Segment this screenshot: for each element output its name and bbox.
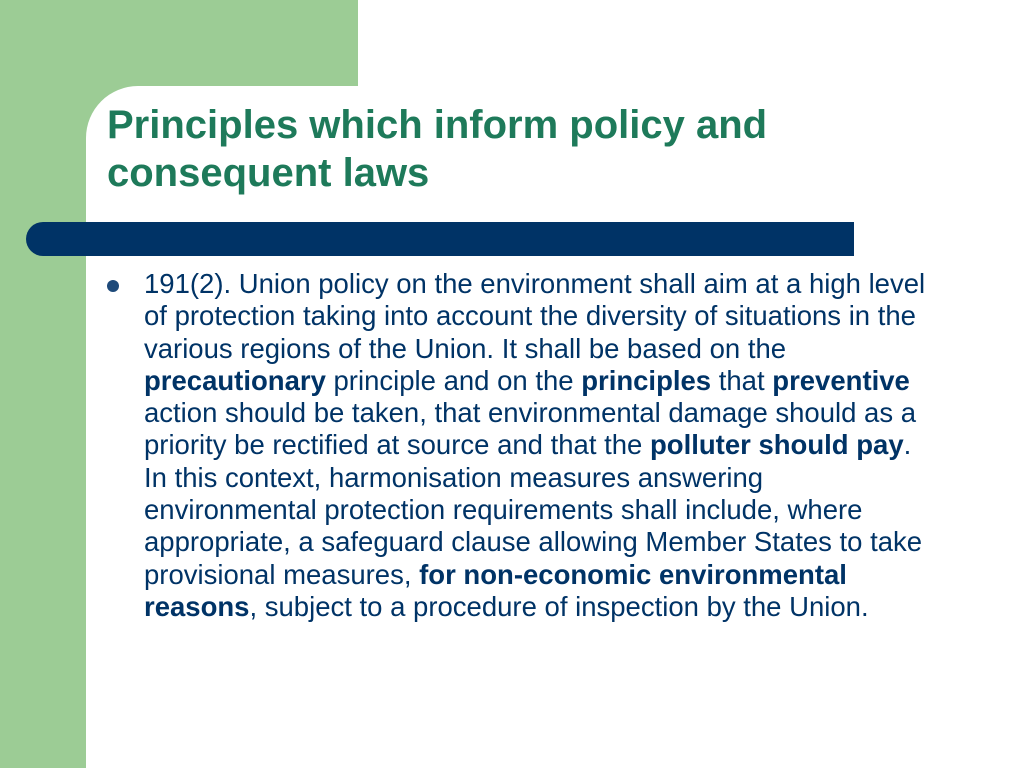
bold-term-precautionary: precautionary — [144, 364, 326, 396]
bullet-text-segment: 191(2). Union policy on the environment shall aim at a high level of protection taking into account the diversity of situations in the various regions of the Union. It shall be based on the — [144, 268, 926, 364]
slide-title: Principles which inform policy and consequent laws — [107, 103, 768, 195]
bullet-text-segment: , subject to a procedure of inspection by the Union. — [249, 590, 869, 622]
bold-term-preventive: preventive — [772, 364, 910, 396]
title-divider-bar — [26, 222, 854, 256]
bold-term-polluter-pays: polluter should pay — [649, 429, 904, 461]
bullet-text-segment: action should be taken, that environmental damage should as a priority be rectified at source and that the — [144, 397, 917, 461]
bullet-text-segment: . In this context, harmonisation measures answering environmental protection requirements shall include, where appropriate, a safeguard clause allowing Member States to take provisional measures, — [144, 429, 923, 590]
bullet-text — [144, 268, 939, 623]
bullet-text-segment: that — [711, 364, 773, 396]
bullet-text-segment: principle and on the — [325, 364, 582, 396]
bold-term-non-economic-reasons: for non-economic environmental reasons — [144, 558, 847, 622]
bullet-dot-icon — [107, 280, 119, 292]
bold-term-principles: principles — [581, 364, 712, 396]
